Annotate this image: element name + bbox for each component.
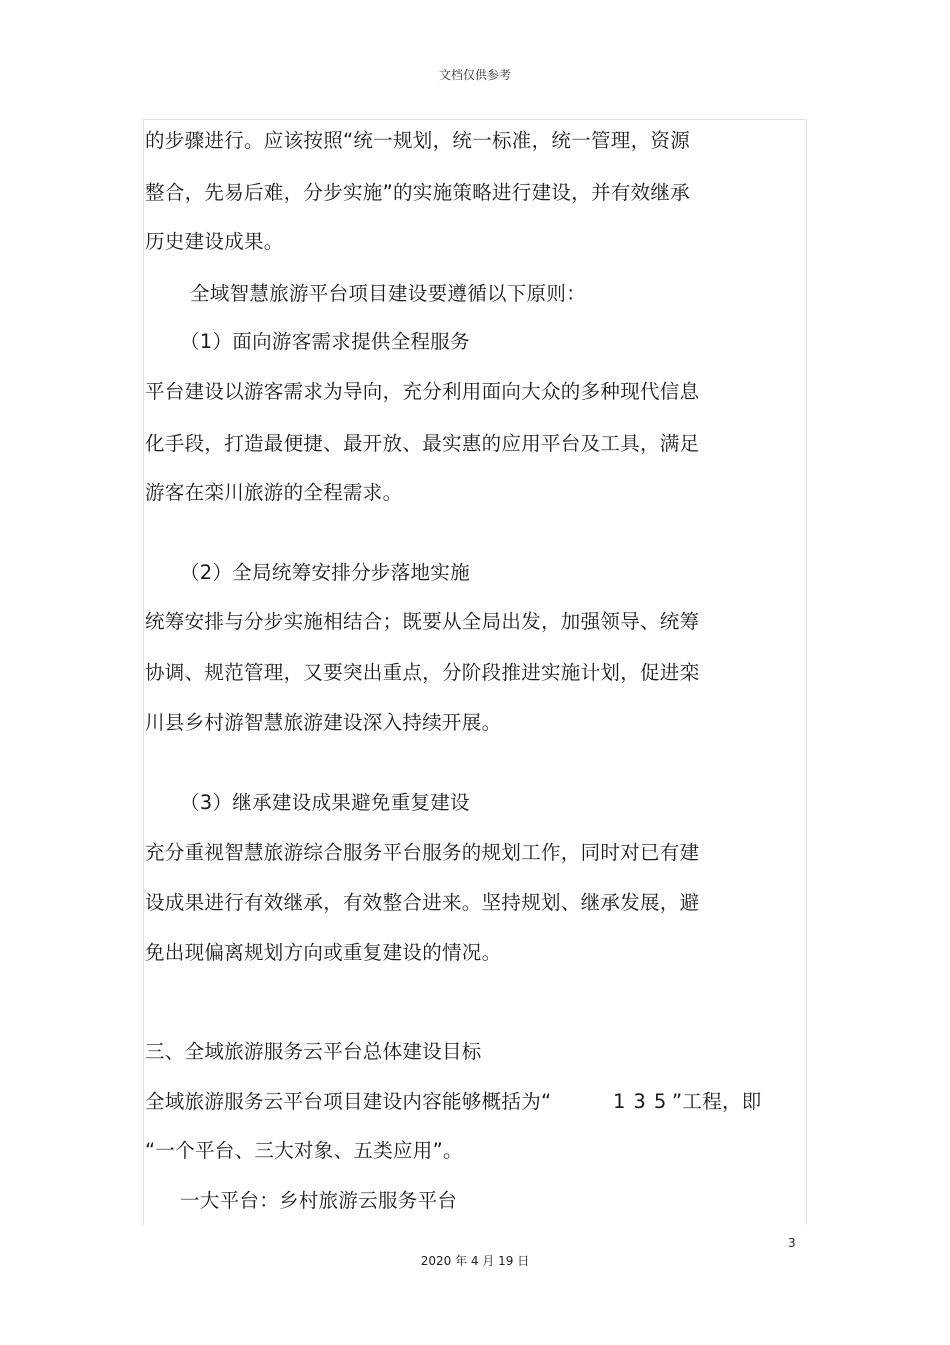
body-line: 化手段，打造最便捷、最开放、最实惠的应用平台及工具，满足 [145, 432, 700, 455]
body-line: 平台建设以游客需求为导向，充分利用面向大众的多种现代信息 [145, 380, 700, 403]
platform-line: 一大平台：乡村旅游云服务平台 [180, 1189, 458, 1212]
body-line: 游客在栾川旅游的全程需求。 [145, 481, 403, 504]
principle-heading-2: （2）全局统筹安排分步落地实施 [180, 561, 470, 584]
body-line: ”工程，即 [672, 1090, 762, 1113]
document-header: 文档仅供参考 [438, 68, 511, 82]
page-number: 3 [788, 1236, 796, 1250]
body-line: 免出现偏离规划方向或重复建设的情况。 [145, 941, 502, 964]
page-frame-right [806, 119, 807, 1225]
project-code: 135 [613, 1090, 675, 1113]
body-line: 整合，先易后难，分步实施”的实施策略进行建设，并有效继承 [145, 181, 691, 204]
body-line: 川县乡村游智慧旅游建设深入持续开展。 [145, 711, 502, 734]
body-line: “一个平台、三大对象、五类应用”。 [145, 1139, 463, 1162]
body-line: 统筹安排与分步实施相结合；既要从全局出发，加强领导、统筹 [145, 610, 700, 633]
footer-date: 2020 年 4 月 19 日 [420, 1254, 530, 1268]
principles-intro: 全域智慧旅游平台项目建设要遵循以下原则： [190, 282, 587, 305]
section-heading: 三、全域旅游服务云平台总体建设目标 [145, 1040, 482, 1063]
principle-heading-3: （3）继承建设成果避免重复建设 [180, 791, 470, 814]
body-line: 历史建设成果。 [145, 230, 284, 253]
body-line: 充分重视智慧旅游综合服务平台服务的规划工作，同时对已有建 [145, 841, 700, 864]
body-line: 的步骤进行。应该按照“统一规划，统一标准，统一管理，资源 [145, 129, 691, 152]
body-line: 协调、规范管理，又要突出重点，分阶段推进实施计划，促进栾 [145, 661, 700, 684]
page-frame-top [143, 119, 807, 120]
principle-heading-1: （1）面向游客需求提供全程服务 [180, 330, 470, 353]
body-line: 设成果进行有效继承，有效整合进来。坚持规划、继承发展，避 [145, 891, 700, 914]
body-line: 全域旅游服务云平台项目建设内容能够概括为“ [145, 1090, 552, 1113]
page-frame-left [143, 119, 144, 1225]
